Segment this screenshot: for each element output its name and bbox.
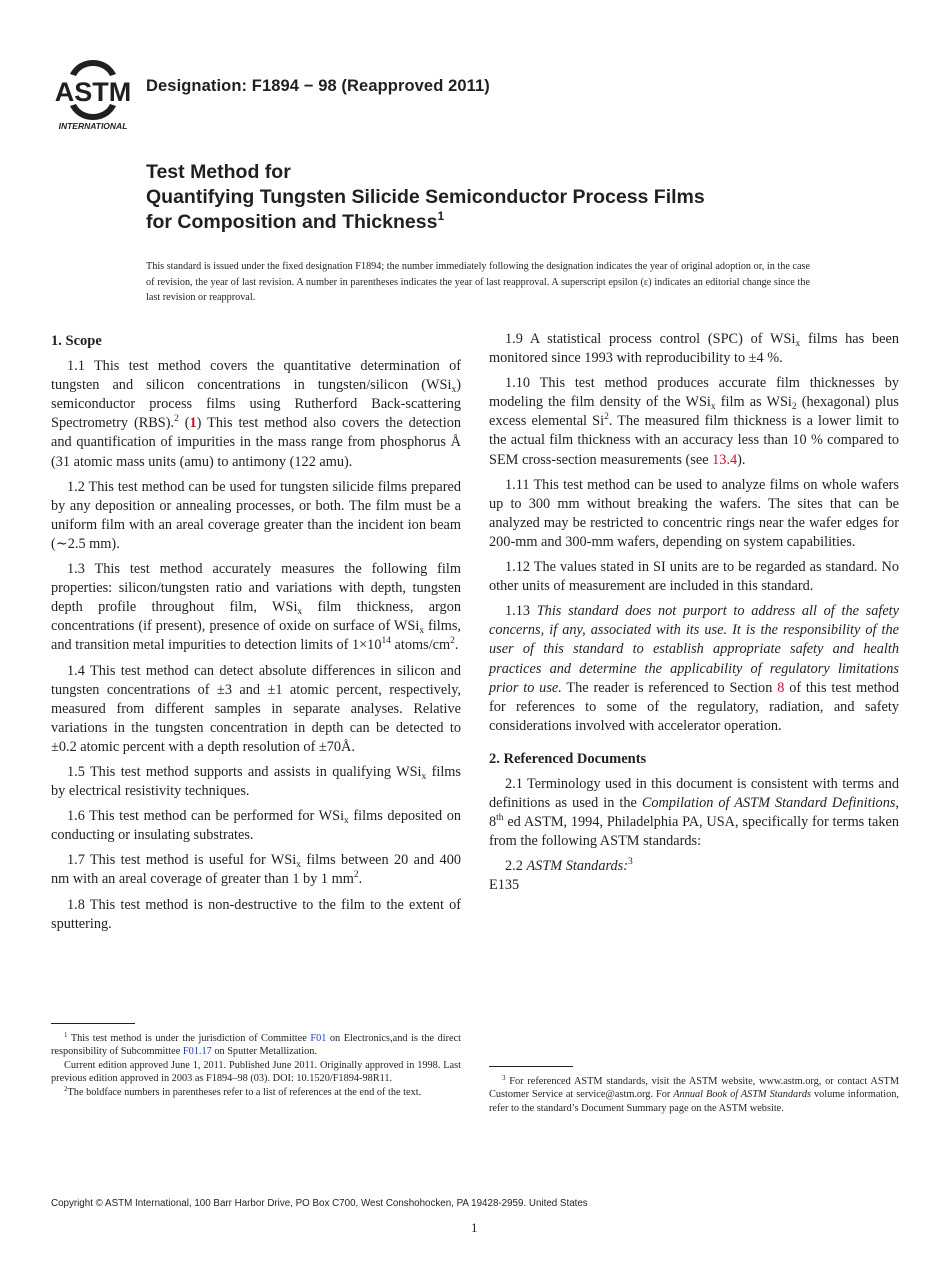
- paragraph-1-10: 1.10 This test method produces accurate film thicknesses by modeling the film density of the WSi$_x$ film as WSi$_2$ (hexagonal) plus excess elemental Si$^2$. The measured film thickness is a lower limit to the actual film thickness with an accuracy less than 10 % compared to SEM cross-section measurements (see 13.4).: [489, 375, 900, 468]
- footnote-divider-right: [489, 1066, 573, 1067]
- paragraph-1-3: 1.3 This test method accurately measures the following film properties: silicon/tungsten ratio and variations with depth, tungsten depth profile throughout film, WSi$_x$ film thickness, argon concentrations (if present), presence of oxide on surface of WSi$_x$ films, and transition metal impurities to detection limits of $1\times 10^{14}$ atoms/$cm^2$.: [51, 561, 461, 654]
- paragraph-1-13: 1.13 This standard does not purport to address all of the safety concerns, if any, associated with its use. It is the responsibility of the user of this standard to establish appropriate safety and health practices and determine the applicability of regulatory limitations prior to use. The reader is referenced to Section 8 of this test method for references to some of the regulatory, radiation, and safety considerations involved with accelerator operation.: [489, 603, 899, 734]
- footnote-3: $^3$ For referenced ASTM standards, visit the ASTM website, www.astm.org, or contact ASTM Customer Service at service@astm.org. For Annual Book of ASTM Standards volume information, refer to the standard’s Document Summary page on the ASTM website.: [489, 1074, 899, 1114]
- footnote-divider-left: [51, 1023, 135, 1024]
- page-number: 1: [471, 1220, 478, 1235]
- committee-link-f01[interactable]: F01: [310, 1033, 327, 1044]
- reference-link-1[interactable]: 1: [189, 415, 197, 432]
- right-column: [489, 330, 899, 896]
- astm-logo: [52, 58, 134, 130]
- standard-list-item: E135: [489, 877, 520, 894]
- section-2-heading: 2. Referenced Documents: [489, 750, 647, 767]
- title-footnote-ref[interactable]: 1: [437, 209, 445, 223]
- document-title: [146, 160, 846, 235]
- footnotes-right: [489, 1075, 899, 1115]
- title-line-3: [146, 210, 846, 235]
- paragraph-1-5: 1.5 This test method supports and assists in qualifying WSi$_x$ films by electrical resistivity techniques.: [51, 763, 461, 800]
- subcommittee-link-f01-17[interactable]: F01.17: [182, 1046, 212, 1058]
- footnote-1: $^1$ This test method is under the jurisdiction of Committee F01 on Electronics,and is the direct responsibility of Subcommittee F01.17 on Sputter Metallization.: [51, 1031, 462, 1058]
- paragraph-1-11: 1.11 This test method can be used to analyze films on whole wafers up to 300 mm without breaking the wafers. The sites that can be analyzed may be restricted to concentric rings near the wafer edges for 200-mm and 300-mm wafers, depending on system capabilities.: [489, 476, 899, 550]
- section-link-13-4[interactable]: 13.4: [712, 451, 738, 468]
- paragraph-2-1: 2.1 Terminology used in this document is consistent with terms and definitions as used in the Compilation of ASTM Standard Definitions, 8th ed ASTM, 1994, Philadelphia PA, USA, specifically for terms taken from the following ASTM standards:: [489, 775, 899, 850]
- logo-letters: ASTM: [54, 77, 132, 107]
- paragraph-1-6: 1.6 This test method can be performed for WSi$_x$ films deposited on conducting or insulating substrates.: [51, 808, 461, 844]
- copyright-notice: Copyright © ASTM International, 100 Barr Harbor Drive, PO Box C700, West Conshohocken, PA 19428-2959. United States: [51, 1198, 588, 1209]
- footnote-1-edition: Current edition approved June 1, 2011. Published June 2011. Originally approved in 1998. Last previous edition approved in 2003 as F1894–98 (03). DOI: 10.1520/F1894-98R11.: [51, 1059, 461, 1085]
- paragraph-1-8: 1.8 This test method is non-destructive to the film to the extent of sputtering.: [51, 896, 461, 932]
- designation: Designation: F1894 − 98 (Reapproved 2011): [146, 77, 490, 95]
- footnote-2: $^2$The boldface numbers in parentheses refer to a list of references at the end of the text.: [64, 1084, 422, 1098]
- paragraph-2-2: 2.2 ASTM Standards:$^3$: [505, 857, 633, 875]
- section-link-8[interactable]: 8: [777, 679, 785, 696]
- paragraph-1-2: 1.2 This test method can be used for tungsten silicide films prepared by any deposition or annealing processes, or both. The film must be a uniform film with an areal coverage greater than the incident ion beam (∼2.5 mm).: [51, 478, 461, 552]
- paragraph-1-12: 1.12 The values stated in SI units are to be regarded as standard. No other units of measurement are included in this standard.: [489, 559, 899, 595]
- paragraph-1-7: 1.7 This test method is useful for WSi$_x$ films between 20 and 400 nm with an areal coverage of greater than 1 by 1 $mm^2$.: [51, 852, 462, 888]
- astm-logo-graphic: [52, 58, 134, 130]
- intro-paragraph: This standard is issued under the fixed designation F1894; the number immediately following the designation indicates the year of original adoption or, in the case of revision, the year of last revision. A number in parentheses indicates the year of last reapproval. A superscript epsilon (ε) indicates an editorial change since the last revision or reapproval.: [146, 261, 810, 303]
- footnotes-left: [51, 1032, 461, 1099]
- title-line-3-text: for Composition and Thickness: [146, 211, 438, 233]
- paragraph-1-4: 1.4 This test method can detect absolute differences in silicon and tungsten concentrations of ±3 and ±1 atomic percent, respectively, measured from different samples in separate analyses. Relative variations in the tungsten concentration in depth can be detected to ±0.2 atomic percent with a depth resolution of ±70Å.: [51, 662, 461, 755]
- paragraph-1-9: 1.9 A statistical process control (SPC) of WSi$_x$ films has been monitored since 1993 with reproducibility to ±4 %.: [489, 331, 899, 367]
- title-line-1: Test Method for: [146, 161, 291, 183]
- section-1-heading: 1. Scope: [51, 333, 102, 349]
- title-line-2: Quantifying Tungsten Silicide Semiconductor Process Films: [146, 186, 705, 208]
- logo-subtext: INTERNATIONAL: [58, 121, 128, 130]
- paragraph-1-1: 1.1 This test method covers the quantitative determination of tungsten and silicon concentrations in tungsten/silicon (WSi$_x$) semiconductor process films using Rutherford Back-scattering Spectrometry (RBS).$^2$ (1) This test method also covers the detection and quantification of impurities in the mass range from phosphorus Å (31 atomic mass units (amu) to antimony (122 amu).: [51, 358, 461, 470]
- left-column: [51, 330, 461, 940]
